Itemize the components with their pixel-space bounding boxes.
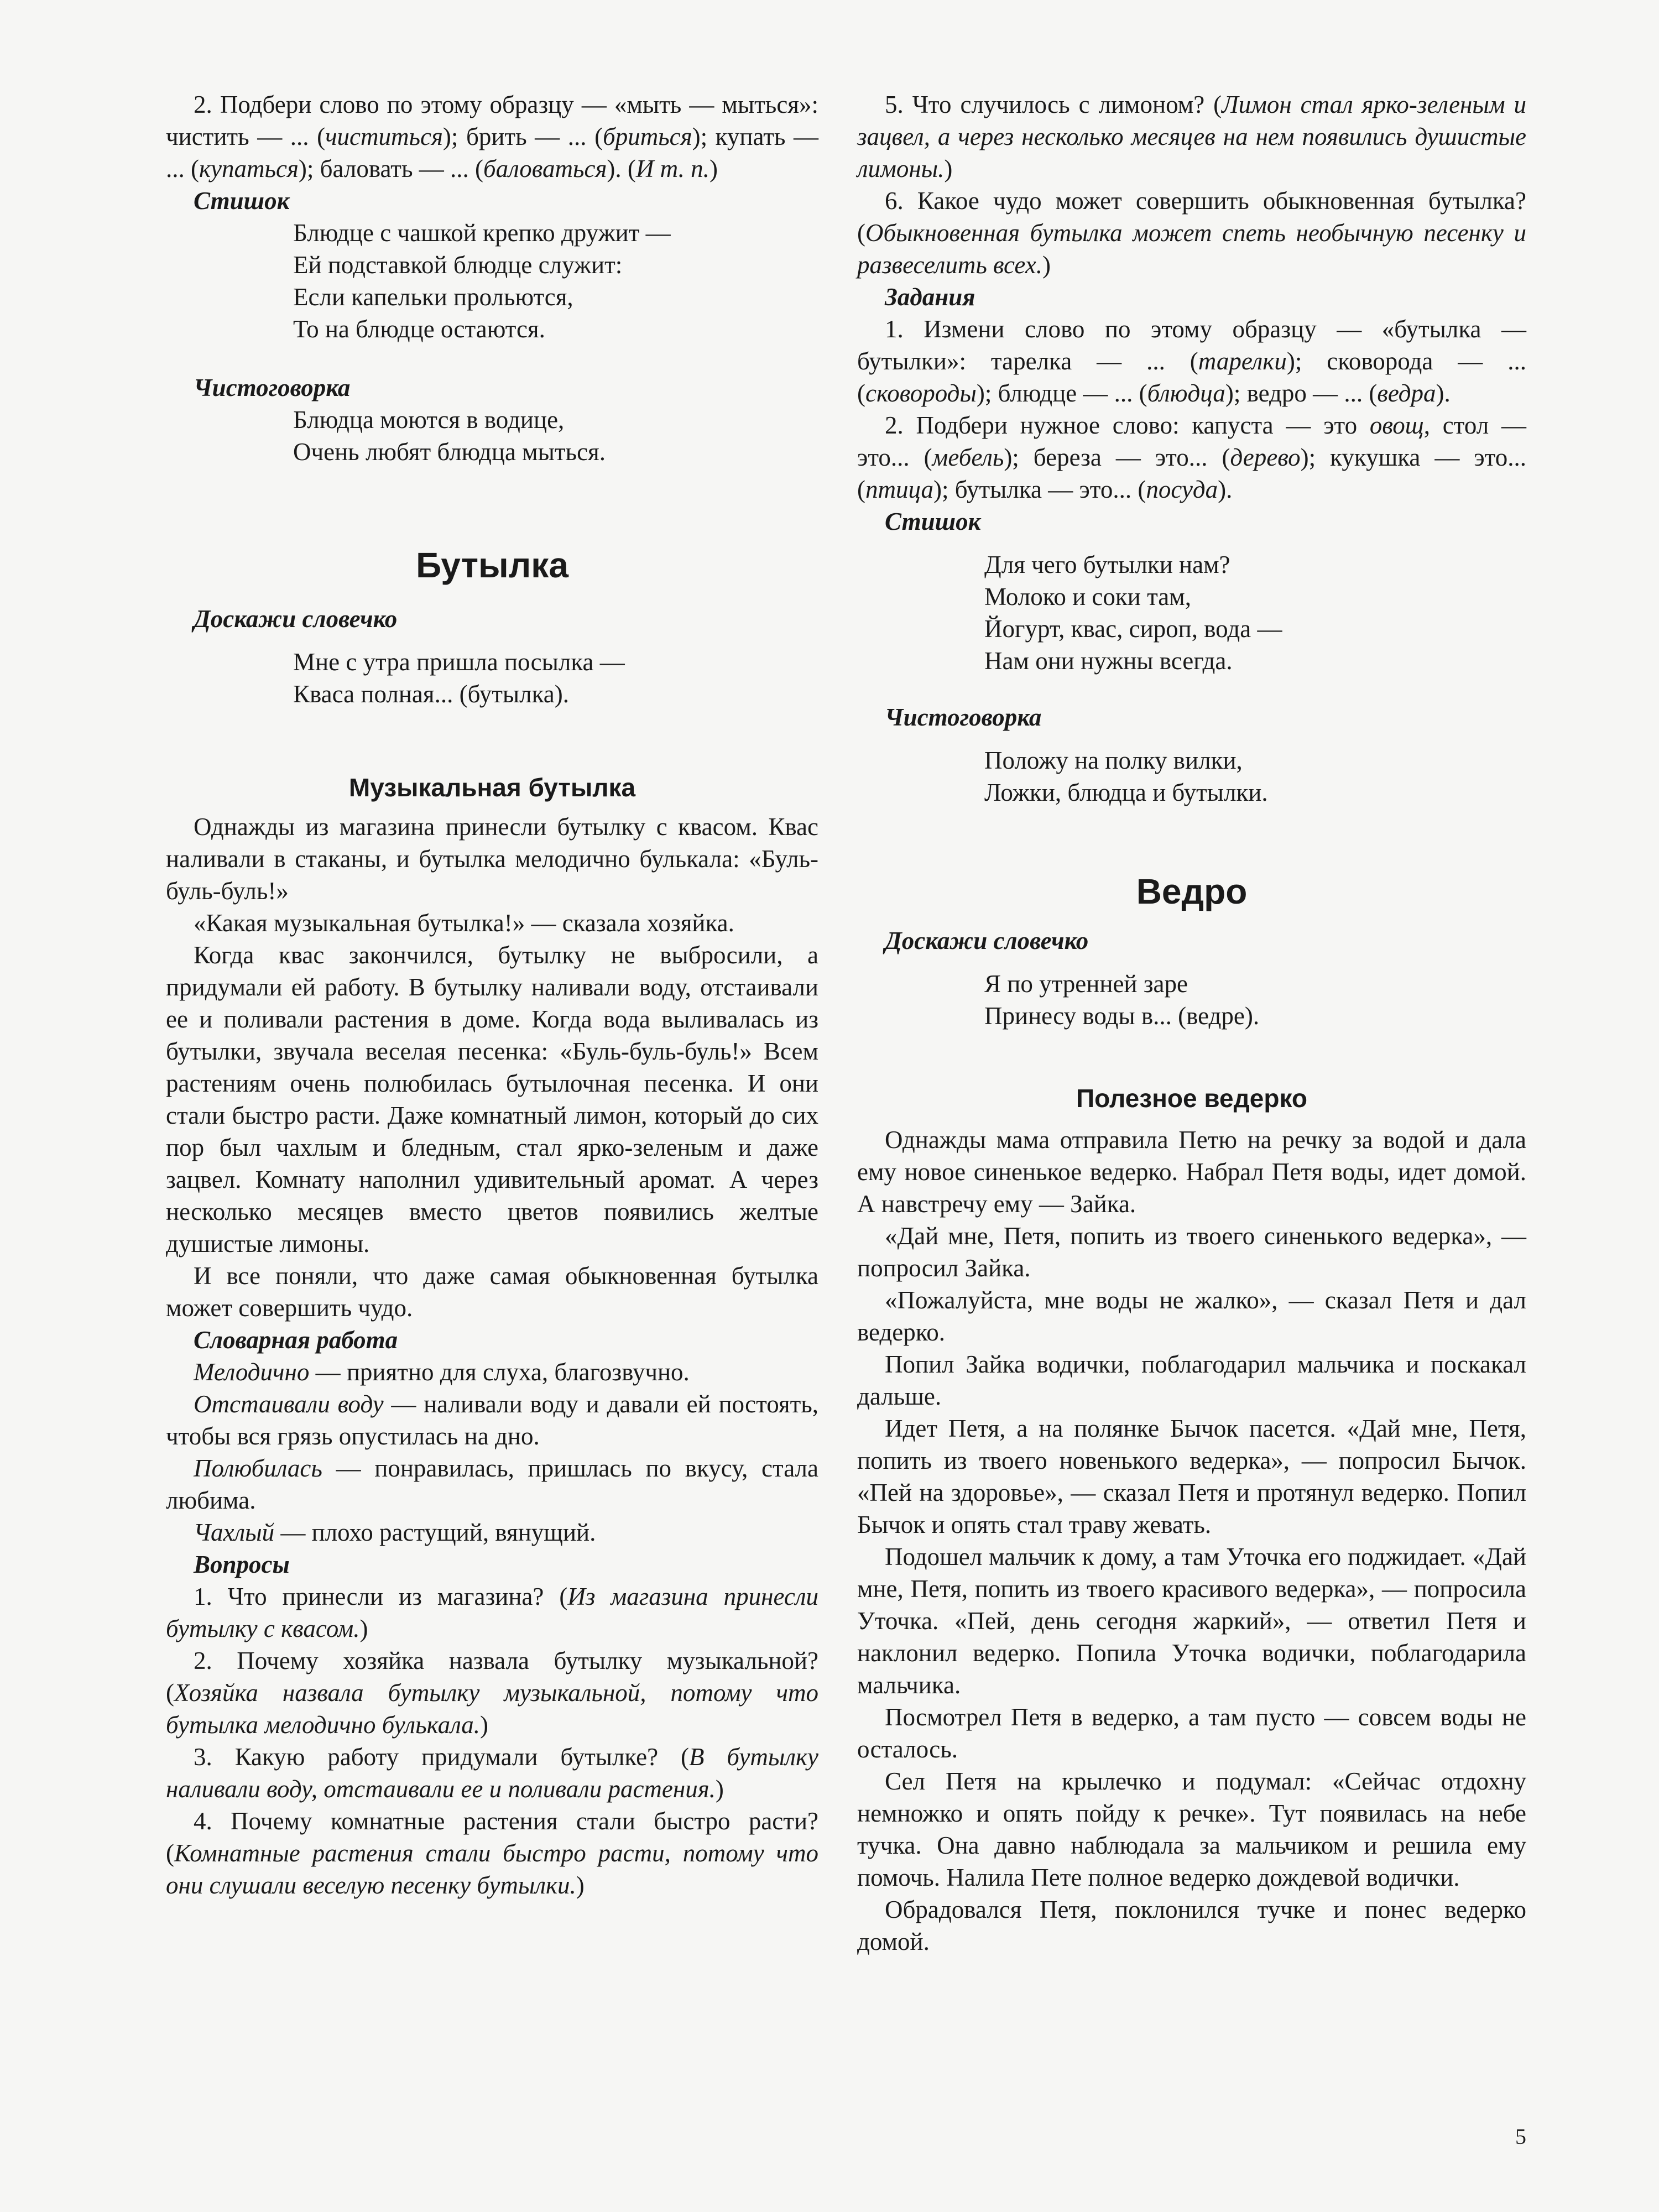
story-paragraph: Однажды из магазина принесли бутылку с квасом. Квас наливали в стаканы, и бутылка мелодично булькала: «Буль-буль-буль!» (166, 813, 818, 905)
task: 1. Измени слово по этому образцу — «бутылка — бутылки»: тарелка — ... (тарелки); сковорода — ... (сковороды); блюдце — ... (блюдца); ведро — ... (ведра). (857, 315, 1526, 407)
poem-line: Для чего бутылки нам? (984, 551, 1230, 578)
story-paragraph: «Какая музыкальная бутылка!» — сказала хозяйка. (194, 909, 734, 937)
poem-line: Блюдце с чашкой крепко дружит — (293, 219, 671, 247)
poem-line: Ложки, блюдца и бутылки. (984, 779, 1268, 806)
right-column (857, 88, 1526, 1958)
poem-line: Я по утренней заре (984, 970, 1188, 998)
riddle-title: Доскажи словечко (194, 605, 398, 633)
riddle-title: Доскажи словечко (885, 927, 1089, 954)
question: 4. Почему комнатные растения стали быстро расти? (Комнатные растения стали быстро расти, потому что они слушали веселую песенку бутылки.) (166, 1807, 818, 1899)
vocab-item: Чахлый — плохо растущий, вянущий. (194, 1519, 596, 1546)
poem-line: Ей подставкой блюдце служит: (293, 251, 623, 279)
story-paragraph: И все поняли, что даже самая обыкновенная бутылка может совершить чудо. (166, 1262, 818, 1322)
section-title: Ведро (1136, 872, 1248, 911)
question: 2. Почему хозяйка назвала бутылку музыкальной? (Хозяйка назвала бутылку музыкальной, потому что бутылка мелодично булькала.) (166, 1647, 818, 1739)
questions-title: Вопросы (194, 1551, 290, 1578)
story-paragraph: «Пожалуйста, мне воды не жалко», — сказал Петя и дал ведерко. (857, 1286, 1526, 1346)
poem-line: Положу на полку вилки, (984, 747, 1243, 774)
story-title: Музыкальная бутылка (348, 773, 636, 802)
page-number: 5 (1515, 2124, 1526, 2149)
poem-title: Стишок (194, 187, 290, 215)
tongue-twister-title: Чистоговорка (194, 374, 351, 401)
poem-line: Очень любят блюдца мыться. (293, 438, 606, 466)
poem-line: Блюдца моются в водице, (293, 406, 565, 434)
story-paragraph: Попил Зайка водички, поблагодарил мальчика и поскакал дальше. (857, 1350, 1526, 1410)
tongue-twister (984, 744, 1526, 808)
left-column (166, 88, 818, 1901)
tongue-twister-title: Чистоговорка (885, 703, 1042, 731)
poem-line: Нам они нужны всегда. (984, 647, 1233, 675)
poem-line: То на блюдце остаются. (293, 315, 545, 343)
story-paragraph: Однажды мама отправила Петю на речку за водой и дала ему новое синенькое ведерко. Набрал Петя воды, идет домой. А навстречу ему — Зайка. (857, 1126, 1526, 1218)
poem-line: Если капельки прольются, (293, 283, 573, 311)
story-title: Полезное ведерко (1076, 1084, 1307, 1113)
story-paragraph: Подошел мальчик к дому, а там Уточка его поджидает. «Дай мне, Петя, попить из твоего красивого ведерка», — попросила Уточка. «Пей, день сегодня жаркий», — ответил Петя и наклонил ведерко. Попила Уточка водички, поблагодарила мальчика. (857, 1543, 1526, 1699)
riddle (293, 646, 818, 710)
story-paragraph: Посмотрел Петя в ведерко, а там пусто — совсем воды не осталось. (857, 1703, 1526, 1763)
question: 6. Какое чудо может совершить обыкновенная бутылка? (Обыкновенная бутылка может спеть необычную песенку и развеселить всех.) (857, 187, 1526, 279)
riddle (984, 968, 1526, 1032)
task: 2. Подбери нужное слово: капуста — это овощ, стол — это... (мебель); береза — это... (дерево); кукушка — это... (птица); бутылка — это... (посуда). (857, 411, 1526, 503)
story-paragraph: Когда квас закончился, бутылку не выбросили, а придумали ей работу. В бутылку наливали воду, отстаивали ее и поливали растения в доме. Когда вода выливалась из бутылки, звучала веселая песенка: «Буль-буль-буль!» Всем растениям очень полюбилась бутылочная песенка. И они стали быстро расти. Даже комнатный лимон, который до сих пор был чахлым и бледным, стал ярко-зеленым и даже зацвел. Комнату наполнил удивительный аромат. А через несколько месяцев вместо цветов появились желтые душистые лимоны. (166, 941, 818, 1258)
story-paragraph: Сел Петя на крылечко и подумал: «Сейчас отдохну немножко и опять пойду к речке». Тут появилась на небе тучка. Она давно наблюдала за мальчиком и решила ему помочь. Налила Пете полное ведерко дождевой водички. (857, 1767, 1526, 1891)
vocab-title: Словарная работа (194, 1326, 398, 1354)
story-paragraph: «Дай мне, Петя, попить из твоего синенького ведерка», — попросил Зайка. (857, 1222, 1526, 1282)
tasks-title: Задания (885, 283, 975, 311)
poem-line: Мне с утра пришла посылка — (293, 648, 625, 676)
story-paragraph: Идет Петя, а на полянке Бычок пасется. «Дай мне, Петя, попить из твоего новенького ведерка», — попросил Бычок. «Пей на здоровье», — сказал Петя и протянул ведерко. Попил Бычок и опять стал траву жевать. (857, 1415, 1526, 1538)
poem-line: Молоко и соки там, (984, 583, 1191, 611)
question: 3. Какую работу придумали бутылке? (В бутылку наливали воду, отстаивали ее и поливали растения.) (166, 1743, 818, 1803)
poem-line: Йогурт, квас, сироп, вода — (984, 615, 1282, 643)
task-paragraph: 2. Подбери слово по этому образцу — «мыть — мыться»: чистить — ... (чиститься); брить — ... (бриться); купать — ... (купаться); баловать — ... (баловаться). (И т. п.) (166, 91, 819, 182)
question: 5. Что случилось с лимоном? (Лимон стал ярко-зеленым и зацвел, а через несколько месяцев на нем появились душистые лимоны.) (857, 91, 1527, 182)
tongue-twister (293, 404, 818, 468)
vocab-item: Мелодично — приятно для слуха, благозвучно. (194, 1358, 690, 1386)
poem (293, 217, 818, 345)
section-title: Бутылка (416, 545, 568, 585)
vocab-item: Отстаивали воду — наливали воду и давали ей постоять, чтобы вся грязь опустилась на дно. (166, 1390, 819, 1450)
vocab-item: Полюбилась — понравилась, пришлась по вкусу, стала любима. (166, 1454, 818, 1514)
poem-title: Стишок (885, 508, 981, 535)
poem-line: Принесу воды в... (ведре). (984, 1002, 1260, 1030)
question: 1. Что принесли из магазина? (Из магазина принесли бутылку с квасом.) (166, 1583, 818, 1642)
poem-line: Кваса полная... (бутылка). (293, 680, 569, 708)
poem (984, 549, 1526, 677)
story-paragraph: Обрадовался Петя, поклонился тучке и понес ведерко домой. (857, 1896, 1526, 1955)
